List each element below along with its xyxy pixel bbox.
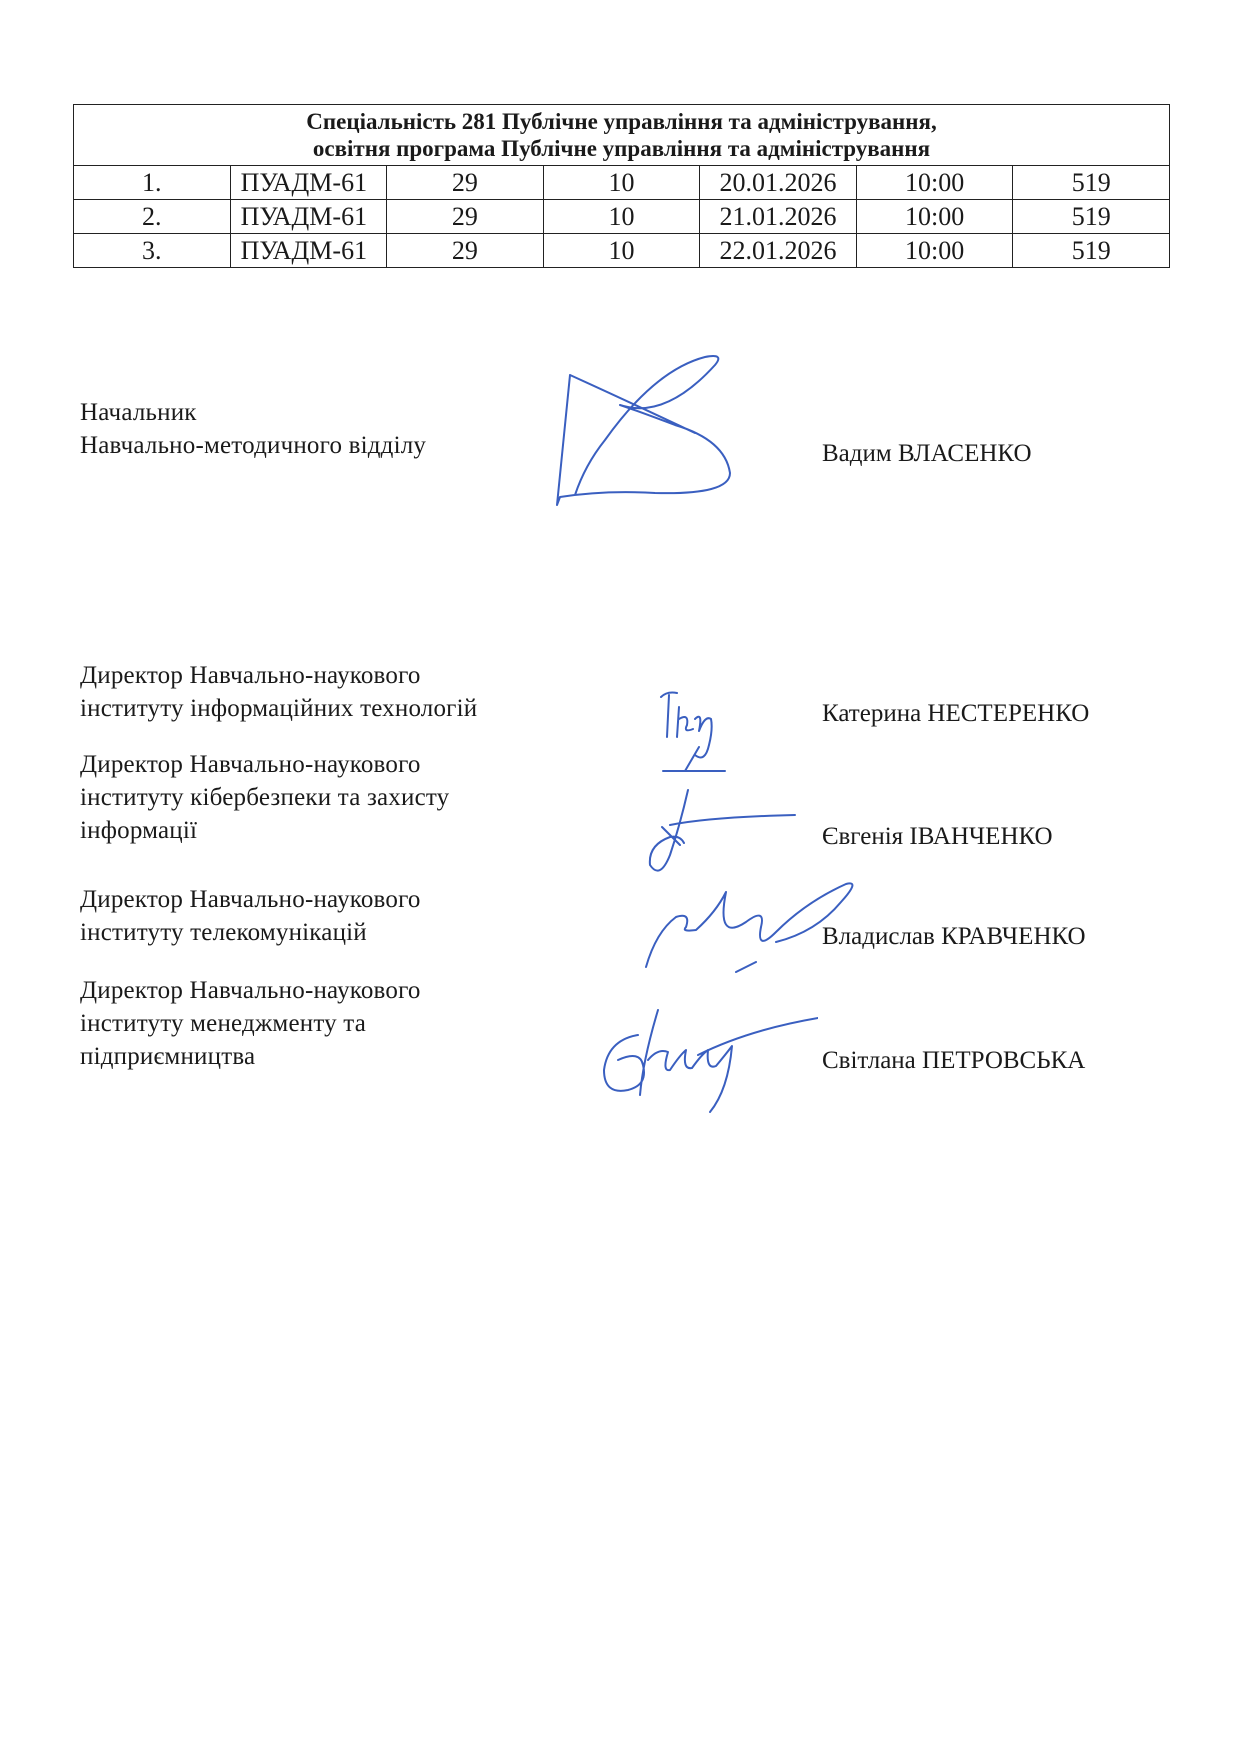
position-head-methodical: Начальник Навчально-методичного відділу xyxy=(80,399,427,459)
count-cell-2: 10 xyxy=(543,166,700,200)
room-cell: 519 xyxy=(1013,166,1170,200)
row-number: 2. xyxy=(74,200,231,234)
position-it-institute: Директор Навчально-наукового інституту інформаційних технологій xyxy=(80,662,478,722)
group-cell: ПУАДМ-61 xyxy=(230,234,387,268)
count-cell-2: 10 xyxy=(543,200,700,234)
date-cell: 22.01.2026 xyxy=(700,234,857,268)
signatory-3-name: Євгенія ІВАНЧЕНКО xyxy=(822,823,1053,850)
schedule-table xyxy=(73,104,1170,268)
table-header xyxy=(74,105,1170,166)
room-cell: 519 xyxy=(1013,234,1170,268)
signature-5-image xyxy=(598,1000,818,1120)
time-cell: 10:00 xyxy=(856,234,1013,268)
room-cell: 519 xyxy=(1013,200,1170,234)
signatory-2-name: Катерина НЕСТЕРЕНКО xyxy=(822,700,1090,727)
specialty-title: Спеціальність 281 Публічне управління та адміністрування, xyxy=(306,109,937,134)
count-cell: 29 xyxy=(387,234,544,268)
position-telecom-institute: Директор Навчально-наукового інституту телекомунікацій xyxy=(80,886,421,946)
count-cell-2: 10 xyxy=(543,234,700,268)
group-cell: ПУАДМ-61 xyxy=(230,200,387,234)
program-title: освітня програма Публічне управління та адміністрування xyxy=(312,136,931,161)
signature-2-image xyxy=(655,685,750,775)
position-cybersecurity-institute: Директор Навчально-наукового інституту кібербезпеки та захисту інформації xyxy=(80,751,450,844)
row-number: 1. xyxy=(74,166,231,200)
signature-1-image xyxy=(545,345,765,515)
time-cell: 10:00 xyxy=(856,200,1013,234)
date-cell: 21.01.2026 xyxy=(700,200,857,234)
signatory-5-name: Світлана ПЕТРОВСЬКА xyxy=(822,1047,1086,1074)
table-row xyxy=(74,200,1170,234)
signatory-1-name: Вадим ВЛАСЕНКО xyxy=(822,440,1032,467)
position-management-institute: Директор Навчально-наукового інституту менеджменту та підприємництва xyxy=(80,977,421,1070)
time-cell: 10:00 xyxy=(856,166,1013,200)
table-header-row xyxy=(74,105,1170,166)
count-cell: 29 xyxy=(387,166,544,200)
date-cell: 20.01.2026 xyxy=(700,166,857,200)
table-row xyxy=(74,234,1170,268)
group-cell: ПУАДМ-61 xyxy=(230,166,387,200)
signature-3-image xyxy=(640,785,800,885)
row-number: 3. xyxy=(74,234,231,268)
signatory-4-name: Владислав КРАВЧЕНКО xyxy=(822,923,1086,950)
table-row xyxy=(74,166,1170,200)
count-cell: 29 xyxy=(387,200,544,234)
